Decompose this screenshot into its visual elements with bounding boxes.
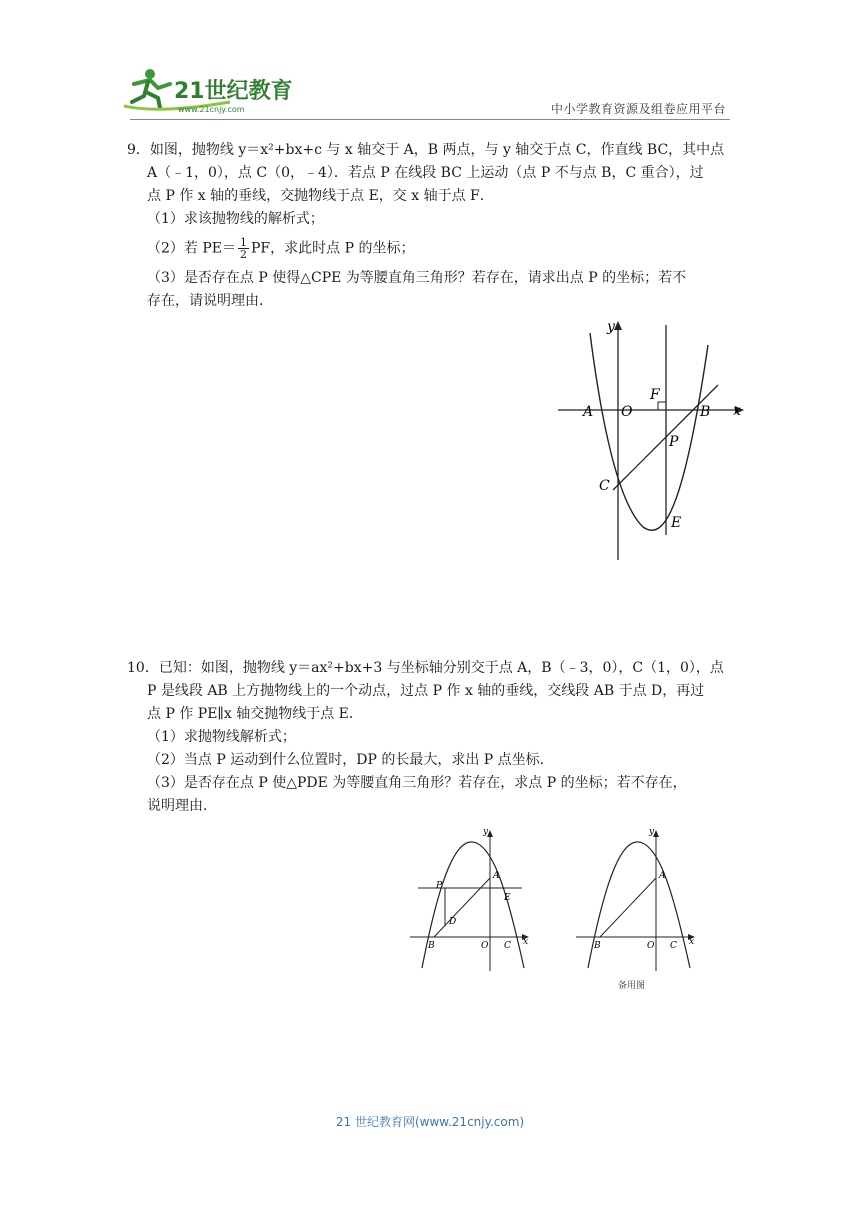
problem-9-question-3-cont: 存在，请说明理由． xyxy=(147,292,273,309)
problem-10-figure xyxy=(408,826,538,978)
label-c: C xyxy=(599,478,610,494)
problem-10-question-3: （3）是否存在点 P 使△PDE 为等腰直角三角形？若存在，求点 P 的坐标；若不存在， xyxy=(147,775,687,791)
label-o: O xyxy=(621,404,633,420)
label-y: y xyxy=(607,319,615,335)
label-b: B xyxy=(594,941,601,951)
label-y: y xyxy=(649,827,655,837)
problem-10-stem-2: P 是线段 AB 上方抛物线上的一个动点，过点 P 作 x 轴的垂线，交线段 AB 于点 D，再过 xyxy=(147,683,705,699)
fraction-one-half: $\frac{1}{2}$ xyxy=(240,236,247,261)
problem-9-question-3: （3）是否存在点 P 使得△CPE 为等腰直角三角形？若存在，请求出点 P 的坐标；若不 xyxy=(147,269,687,286)
problem-10-stem-3: 点 P 作 PE∥x 轴交抛物线于点 E． xyxy=(147,706,363,722)
page-header xyxy=(0,0,860,125)
label-a: A xyxy=(659,871,666,881)
line-ab xyxy=(600,878,656,937)
svg-text:www.21cnjy.com: www.21cnjy.com xyxy=(178,105,245,114)
label-e: E xyxy=(504,893,511,903)
problem-9 xyxy=(127,139,735,313)
label-e: E xyxy=(671,515,682,531)
problem-9-stem-2: A（﹣1，0），点 C（0，﹣4）．若点 P 在线段 BC 上运动（点 P 不与点 B，C 重合），过 xyxy=(147,165,704,181)
line-ab xyxy=(434,878,490,937)
problem-9-figure xyxy=(558,315,748,569)
label-b: B xyxy=(700,404,711,420)
label-y: y xyxy=(483,827,489,837)
problem-9-stem-1: 9．如图，抛物线 y＝x²+bx+c 与 x 轴交于 A，B 两点，与 y 轴交于点 C，作直线 BC，其中点 xyxy=(127,142,725,158)
site-logo xyxy=(120,62,300,118)
label-p: P xyxy=(436,881,443,891)
header-divider xyxy=(130,119,730,120)
label-p: P xyxy=(669,434,679,450)
label-c: C xyxy=(504,941,511,951)
page-footer: 21 世纪教育网(www.21cnjy.com) xyxy=(335,1115,525,1129)
problem-10 xyxy=(127,657,735,818)
problem-9-question-2: （2）若 PE＝ $\frac{1}{2}$ PF，求此时点 P 的坐标； xyxy=(147,236,415,261)
parabola-curve xyxy=(590,333,711,530)
right-angle-mark xyxy=(658,402,666,410)
label-o: O xyxy=(481,941,489,951)
label-a: A xyxy=(583,404,594,420)
label-x: x xyxy=(523,937,529,947)
label-f: F xyxy=(650,387,660,403)
spare-figure-caption: 备用图 xyxy=(618,981,646,991)
problem-10-question-1: （1）求抛物线解析式； xyxy=(147,729,296,745)
problem-10-spare-figure xyxy=(574,826,704,978)
label-x: x xyxy=(733,403,741,419)
svg-text:21世纪教育: 21世纪教育 xyxy=(174,79,293,104)
logo-runner-icon xyxy=(120,62,300,118)
problem-9-stem-3: 点 P 作 x 轴的垂线，交抛物线于点 E，交 x 轴于点 F． xyxy=(147,188,494,204)
label-o: O xyxy=(647,941,655,951)
problem-10-question-2: （2）当点 P 运动到什么位置时，DP 的长最大，求出 P 点坐标． xyxy=(147,752,554,768)
problem-10-question-3-cont: 说明理由． xyxy=(147,798,217,814)
label-b: B xyxy=(428,941,435,951)
label-x: x xyxy=(689,937,695,947)
label-c: C xyxy=(670,941,677,951)
problem-10-stem-1: 10．已知：如图，抛物线 y＝ax²+bx+3 与坐标轴分别交于点 A，B（﹣3，0），C（1，0），点 xyxy=(127,660,724,676)
problem-9-question-1: （1）求该抛物线的解析式； xyxy=(147,211,324,227)
y-axis-arrow-icon xyxy=(614,321,622,330)
platform-name: 中小学教育资源及组卷应用平台 xyxy=(550,102,726,116)
label-d: D xyxy=(449,917,457,927)
label-a: A xyxy=(493,871,500,881)
